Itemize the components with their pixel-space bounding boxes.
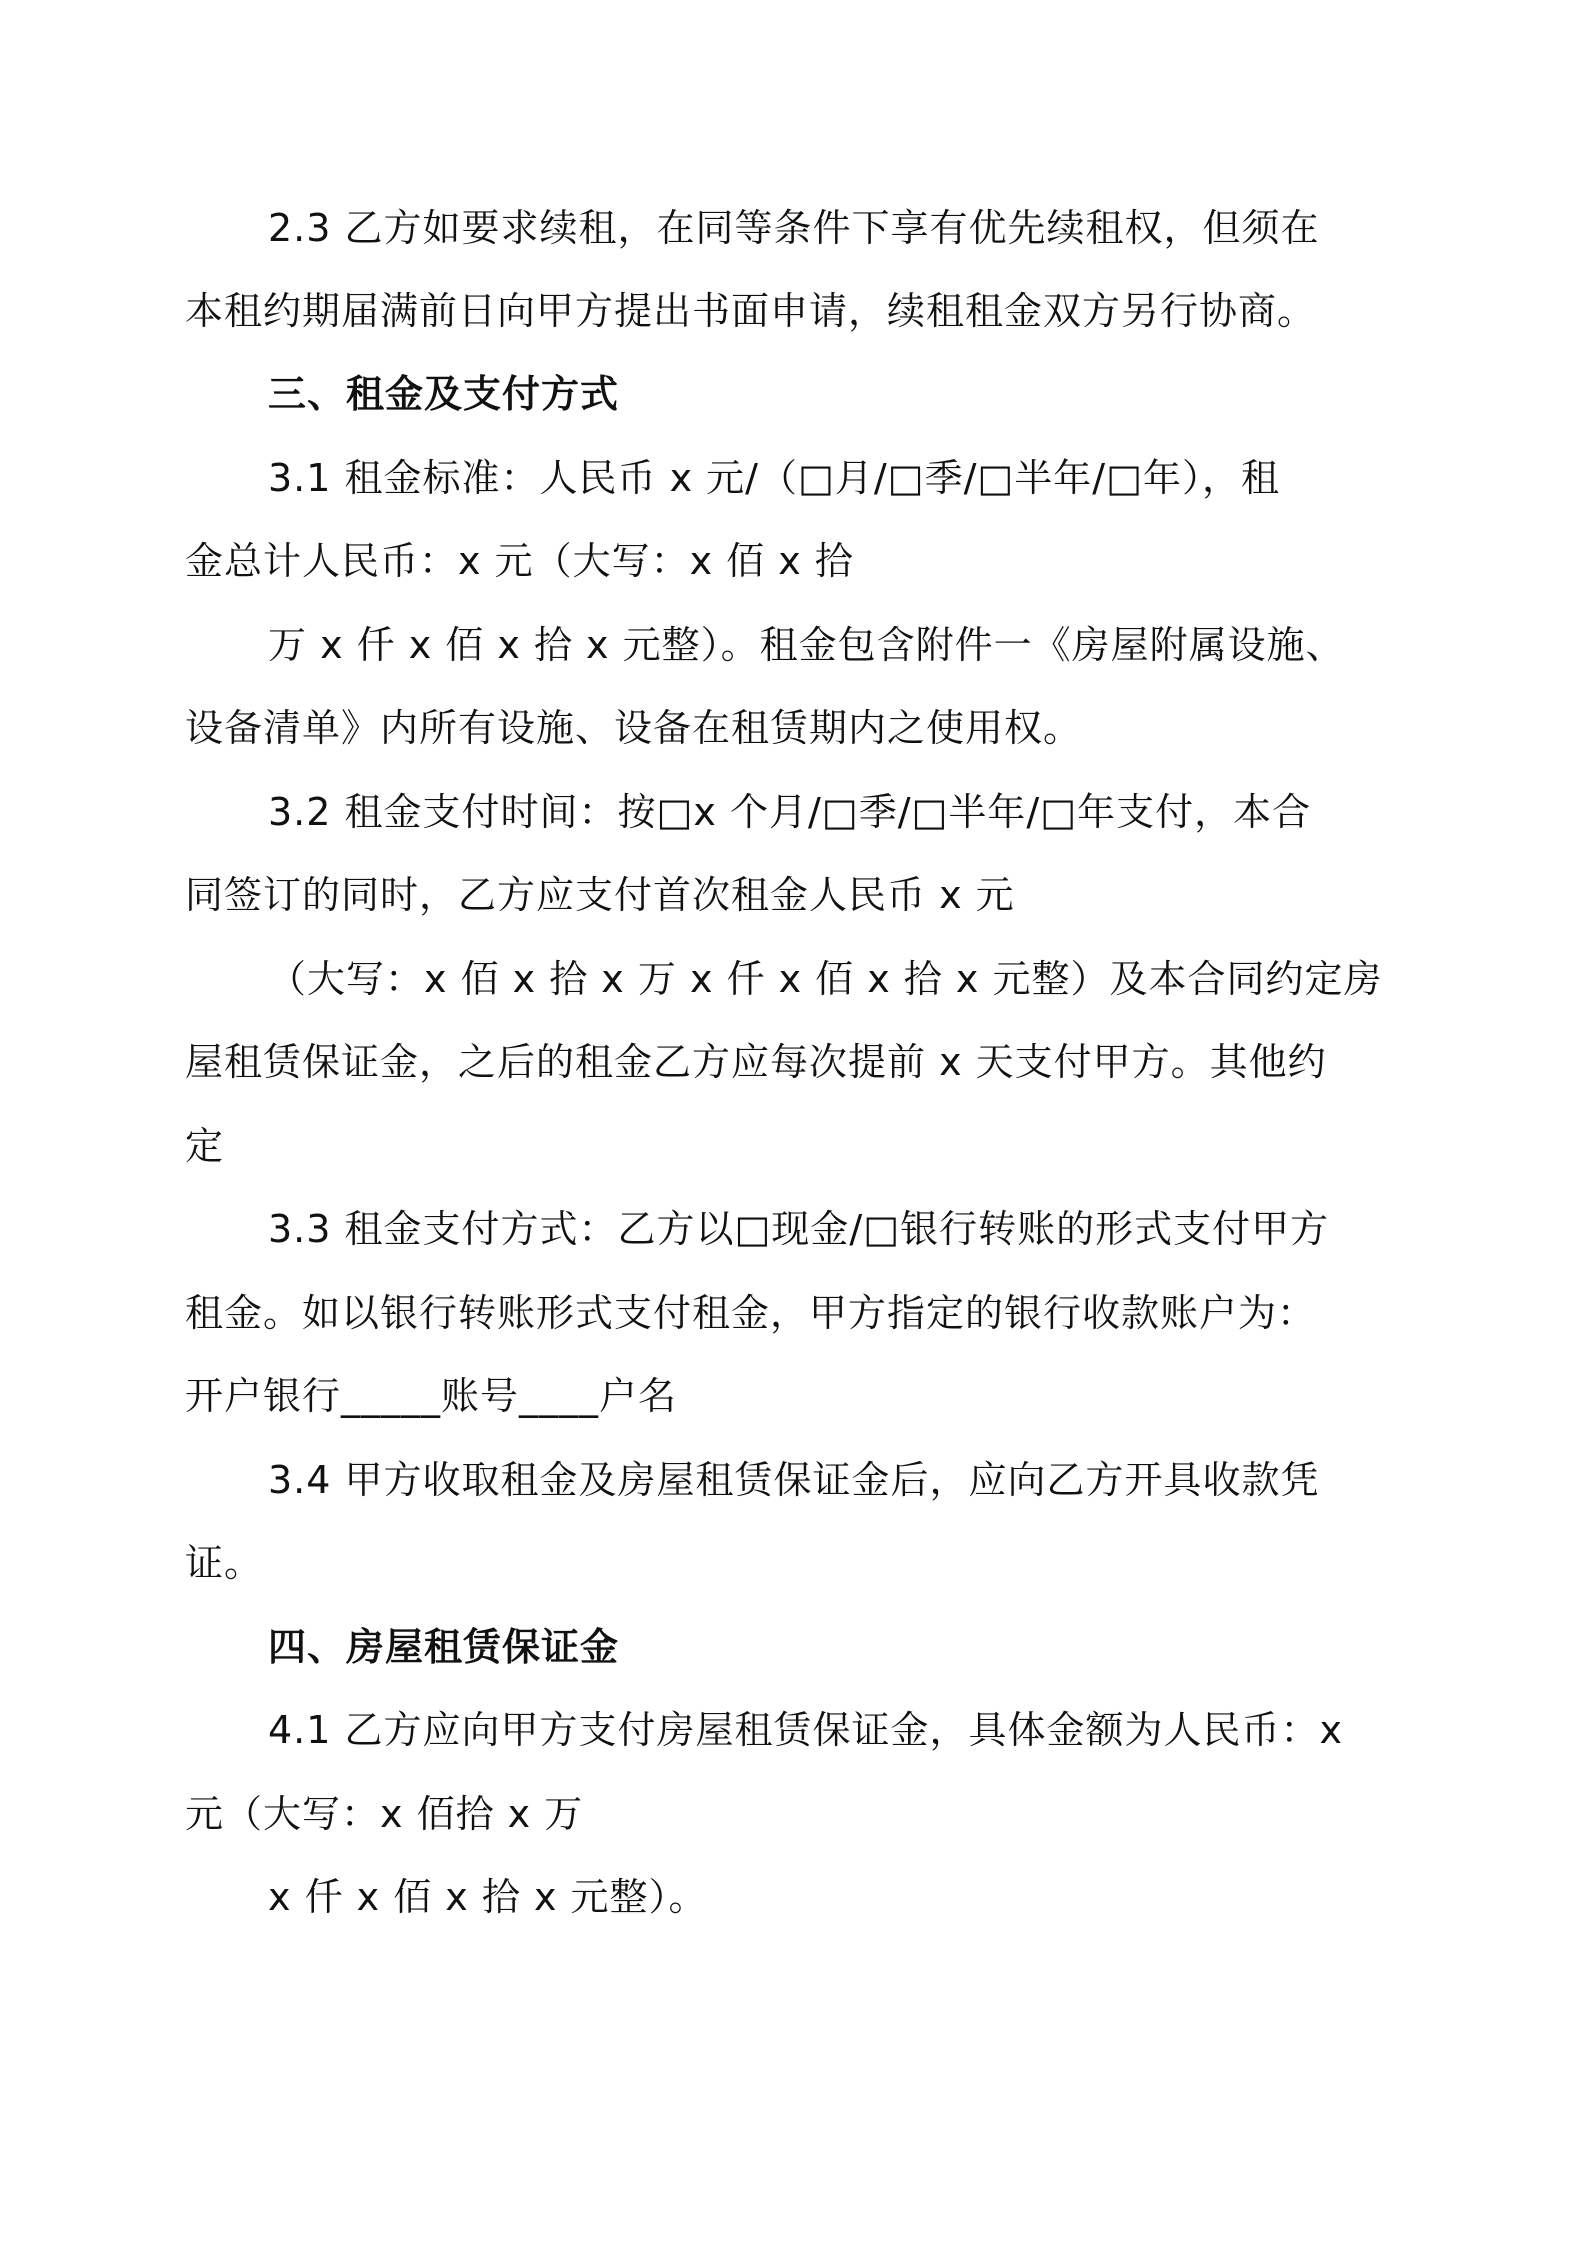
clause-2-3-line-2: 本租约期届满前日向甲方提出书面申请，续租租金双方另行协商。 — [185, 289, 1317, 333]
clause-3-2-line-4: 屋租赁保证金，之后的租金乙方应每次提前 x 天支付甲方。其他约 — [185, 1040, 1327, 1084]
clause-3-3-line-2: 租金。如以银行转账形式支付租金，甲方指定的银行收款账户为： — [185, 1291, 1317, 1335]
clause-3-1-line-3: 万 x 仟 x 佰 x 拾 x 元整）。租金包含附件一《房屋附属设施、 — [268, 623, 1345, 667]
section-3-heading: 三、租金及支付方式 — [268, 372, 620, 416]
clause-2-3-line-1: 2.3 乙方如要求续租，在同等条件下享有优先续租权，但须在 — [268, 206, 1320, 250]
clause-3-2-line-5: 定 — [185, 1124, 225, 1168]
clause-3-3-line-3: 开户银行_____账号____户名 — [185, 1374, 678, 1418]
clause-3-2-line-1: 3.2 租金支付时间：按□x 个月/□季/□半年/□年支付，本合 — [268, 790, 1312, 834]
clause-3-1-line-2: 金总计人民币：x 元（大写：x 佰 x 拾 — [185, 539, 854, 583]
clause-3-3-line-1: 3.3 租金支付方式：乙方以□现金/□银行转账的形式支付甲方 — [268, 1207, 1330, 1251]
clause-4-1-line-3: x 仟 x 佰 x 拾 x 元整）。 — [268, 1875, 708, 1919]
section-4-heading: 四、房屋租赁保证金 — [268, 1625, 620, 1669]
clause-4-1-line-1: 4.1 乙方应向甲方支付房屋租赁保证金，具体金额为人民币：x — [268, 1708, 1344, 1752]
clause-3-4-line-2: 证。 — [185, 1541, 264, 1585]
clause-3-1-line-4: 设备清单》内所有设施、设备在租赁期内之使用权。 — [185, 706, 1083, 750]
clause-3-2-line-2: 同签订的同时，乙方应支付首次租金人民币 x 元 — [185, 873, 1015, 917]
clause-3-4-line-1: 3.4 甲方收取租金及房屋租赁保证金后，应向乙方开具收款凭 — [268, 1458, 1320, 1502]
clause-3-2-line-3: （大写：x 佰 x 拾 x 万 x 仟 x 佰 x 拾 x 元整）及本合同约定房 — [268, 957, 1383, 1001]
clause-3-1-line-1: 3.1 租金标准：人民币 x 元/（□月/□季/□半年/□年），租 — [268, 456, 1280, 500]
clause-4-1-line-2: 元（大写：x 佰拾 x 万 — [185, 1792, 584, 1836]
